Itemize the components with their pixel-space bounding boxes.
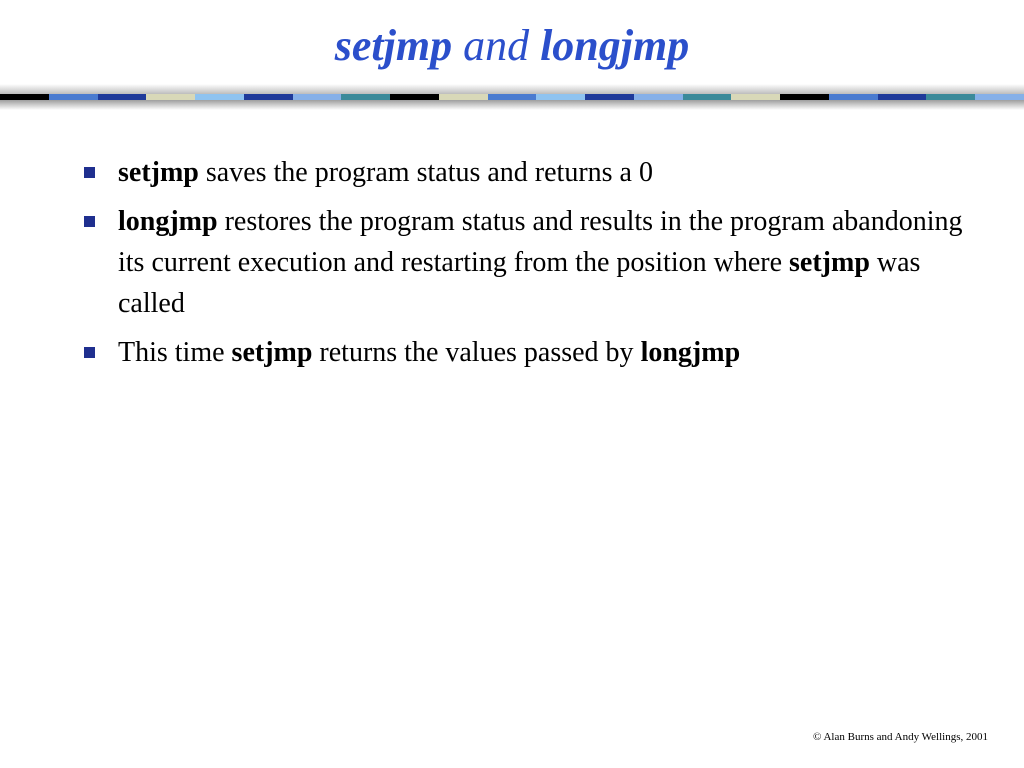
- bullet-text: saves the program status and returns a 0: [198, 157, 653, 188]
- bullet-list: [80, 152, 980, 381]
- title-keyword-setjmp: setjmp: [334, 21, 453, 70]
- square-bullet-icon: [84, 216, 95, 227]
- bullet-item-3: [80, 332, 980, 373]
- code-term: setjmp: [118, 157, 199, 188]
- title-conjunction: and: [463, 21, 530, 70]
- code-term: longjmp: [118, 206, 218, 237]
- bullet-text: returns the values passed by: [312, 337, 641, 368]
- bullet-item-2: [80, 201, 980, 324]
- decorative-title-band: [0, 84, 1024, 114]
- band-shadow-bottom: [0, 100, 1024, 110]
- square-bullet-icon: [84, 347, 95, 358]
- code-term: longjmp: [640, 337, 741, 368]
- copyright-notice: © Alan Burns and Andy Wellings, 2001: [812, 731, 988, 743]
- bullet-text: This time: [118, 337, 232, 368]
- band-shadow-top: [0, 84, 1024, 94]
- code-term: setjmp: [231, 337, 313, 368]
- title-keyword-longjmp: longjmp: [540, 21, 690, 70]
- slide-title: [0, 18, 1024, 74]
- code-term: setjmp: [789, 247, 870, 278]
- bullet-text: was called: [118, 247, 921, 319]
- square-bullet-icon: [84, 167, 95, 178]
- bullet-text: restores the program status and results in the program abandoning its current execution and restarting from the position where: [118, 206, 963, 278]
- bullet-item-1: [80, 152, 980, 193]
